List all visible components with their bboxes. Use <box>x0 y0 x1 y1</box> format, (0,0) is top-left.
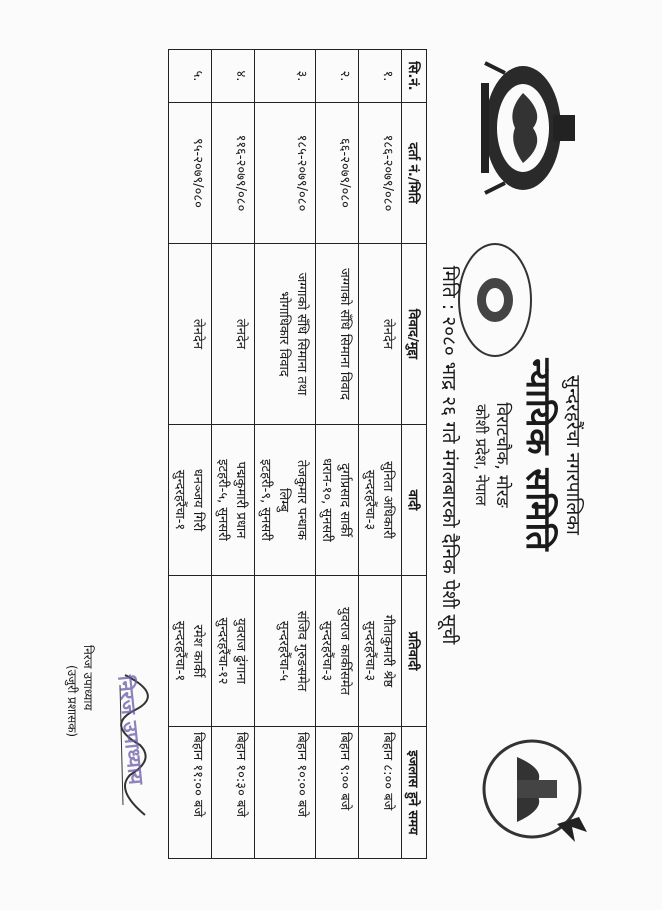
defendant-cell-line: रमेश कार्की <box>190 624 205 678</box>
dispute-cell <box>169 244 212 425</box>
signature-block <box>65 635 175 855</box>
col-registration: दर्ता नं./मिति <box>402 103 427 244</box>
defendant-cell-line: सुन्दरहरैंचा-३ <box>362 620 377 682</box>
plaintiff-cell-line: सुनिता अधिकारी <box>380 461 395 539</box>
plaintiff-cell <box>169 425 212 576</box>
registration-cell: १८६-२०७९/०८० <box>359 103 402 244</box>
registration-cell: १८५-२०७९/०८० <box>255 103 316 244</box>
registration-cell: ११६-२०७९/०८० <box>212 103 255 244</box>
serial-cell: ५. <box>169 50 212 103</box>
defendant-cell <box>212 576 255 727</box>
hearing-time-cell: बिहान १०:३० बजे <box>212 727 255 859</box>
table-row <box>316 50 359 859</box>
signer-role: (उजुरी प्रशासक) <box>65 665 79 738</box>
serial-cell: १. <box>359 50 402 103</box>
hearing-time-cell: बिहान ११:०० बजे <box>169 727 212 859</box>
registration-cell: ६६-२०७९/०८० <box>316 103 359 244</box>
dispute-cell-line: जग्गाको सँधि सिमाना तथा <box>294 272 309 396</box>
municipality-name: सुन्दरहरैंचा नगरपालिका <box>562 375 584 535</box>
col-plaintiff: वादी <box>402 425 427 576</box>
rotated-document <box>55 35 595 875</box>
plaintiff-cell-line: धनञ्जय गिरी <box>190 468 205 532</box>
defendant-cell-line: गीताकुमारी श्रेष्ठ <box>380 614 395 688</box>
defendant-cell-line: सुन्दरहरैंचा-५ <box>276 620 291 682</box>
office-location: विराटचौक, मोरङ <box>492 402 512 508</box>
dispute-cell <box>255 244 316 425</box>
table-row <box>255 50 316 859</box>
name-stamp: निरज उपाध्याय <box>113 674 149 786</box>
col-dispute: विवाद/मुद्दा <box>402 244 427 425</box>
dispute-cell <box>316 244 359 425</box>
schedule-title: मिति : २०८० भाद्र २६ गते मंगलबारको दैनिक पेशी सूची <box>438 265 460 645</box>
plaintiff-cell <box>212 425 255 576</box>
table-row <box>359 50 402 859</box>
dispute-cell-line: लेनदेन <box>380 318 395 350</box>
hearing-time-cell: बिहान १०:०० बजे <box>255 727 316 859</box>
dispute-cell-line: भोगाधिकार विवाद <box>276 291 291 377</box>
defendant-cell-line: युवराज कार्कीसमेत <box>337 607 352 695</box>
col-hearing-time: इजलास हुने समय <box>402 727 427 859</box>
defendant-cell-line: युवराज ढुंगाना <box>233 618 248 684</box>
plaintiff-cell-line: सुन्दरहरैंचा-१ <box>172 469 187 531</box>
defendant-cell <box>316 576 359 727</box>
hearing-time-cell: बिहान ८:०० बजे <box>359 727 402 859</box>
plaintiff-cell <box>255 425 316 576</box>
plaintiff-cell-line: दुर्गाप्रसाद सार्की <box>337 463 352 537</box>
dispute-cell <box>359 244 402 425</box>
plaintiff-cell <box>316 425 359 576</box>
defendant-cell <box>255 576 316 727</box>
defendant-cell <box>359 576 402 727</box>
col-serial: सि.नं. <box>402 50 427 103</box>
hearing-time-cell: बिहान ९:०० बजे <box>316 727 359 859</box>
plaintiff-cell-line: तेजकुमार पन्धाक <box>294 460 309 540</box>
plaintiff-cell <box>359 425 402 576</box>
table-row <box>212 50 255 859</box>
plaintiff-cell-line: इटहरी-९, सुनसरी <box>258 459 273 541</box>
serial-cell: ३. <box>255 50 316 103</box>
dispute-cell-line: लेनदेन <box>233 318 248 350</box>
plaintiff-cell-line: सुन्दरहरैंचा-३ <box>362 469 377 531</box>
table-header-row <box>402 50 427 859</box>
plaintiff-cell-line: पद्मकुमारी प्रधान <box>233 461 248 539</box>
defendant-cell-line: सुन्दरहरैंचा-१२ <box>215 617 230 685</box>
hearing-schedule-table <box>168 49 427 859</box>
serial-cell: ४. <box>212 50 255 103</box>
dispute-cell <box>212 244 255 425</box>
defendant-cell-line: संजिव गुरुङसमेत <box>294 610 309 692</box>
col-defendant: प्रतिवादी <box>402 576 427 727</box>
registration-cell: ९५-२०७९/०८० <box>169 103 212 244</box>
defendant-cell-line: सुन्दरहरैंचा-३ <box>319 620 334 682</box>
dispute-cell-line: लेनदेन <box>190 318 205 350</box>
plaintiff-cell-line: इटहरी-५, सुनसरी <box>215 459 230 541</box>
serial-cell: २. <box>316 50 359 103</box>
signer-name: निरज उपाध्याय <box>81 645 95 711</box>
committee-name: न्यायिक समिति <box>518 358 558 552</box>
defendant-cell-line: सुन्दरहरैंचा-१ <box>172 620 187 682</box>
province-line: कोशी प्रदेश, नेपाल <box>472 404 490 506</box>
plaintiff-cell-line: लिम्बु <box>276 488 291 512</box>
dispute-cell-line: जग्गाको सँधि सिमाना विवाद <box>337 268 352 400</box>
plaintiff-cell-line: धरान-१०, सुनसरी <box>319 458 334 542</box>
